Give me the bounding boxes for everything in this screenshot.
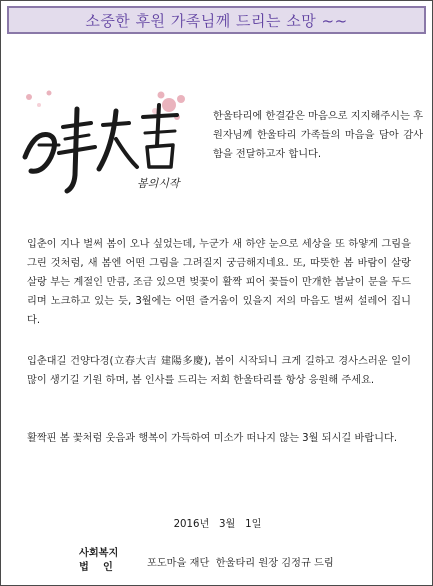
logo-sub-script: 봄의시작: [137, 177, 180, 190]
sender-type-line-2: 법 인: [79, 562, 113, 573]
letter-date: 2016년 3월 1일: [173, 519, 262, 530]
body-paragraph-3: 활짝핀 봄 꽃처럼 웃음과 행복이 가득하여 미소가 떠나지 않는 3월 되시길 바랍니다.: [27, 433, 398, 444]
signature-line: 포도마을 재단 한울타리 원장 김정규 드림: [147, 558, 334, 569]
page-title: 소중한 후원 가족님께 드리는 소망 ~~: [85, 11, 348, 30]
ipchun-daegil-calligraphy-logo: [19, 87, 191, 207]
sender-type-line-1: 사회복지: [79, 548, 119, 559]
intro-paragraph: 한울타리에 한결같은 마음으로 지지해주시는 후원자님께 한울타리 가족들의 마음을 담아 감사함을 전달하고자 합니다.: [213, 111, 423, 160]
sender-type-label: [79, 547, 131, 575]
body-paragraph-1: 입춘이 지나 벌써 봄이 오나 싶었는데, 누군가 새 하얀 눈으로 세상을 또 하얗게 그림을 그린 것처럼, 새 봄엔 어떤 그림을 그려질지 궁금해지네요. 또, 따뜻한 봄 바람이 살랑 살랑 부는 계절인 만큼, 조금 있으면 벚꽃이 활짝 피어 꽃들이 만개한 봄날이 문을 두드리며 노크하고 있는 듯, 3월에는 어떤 즐거움이 있을지 저의 마음도 벌써 설레어 집니다.: [27, 239, 411, 326]
title-banner: [7, 6, 426, 34]
body-paragraph-2: 입춘대길 건양다경(立春大吉 建陽多慶), 봄이 시작되니 크게 길하고 경사스러운 일이 많이 생기길 기원 하며, 봄 인사를 드리는 저희 한울타리를 항상 응원해 주세요.: [27, 356, 411, 386]
